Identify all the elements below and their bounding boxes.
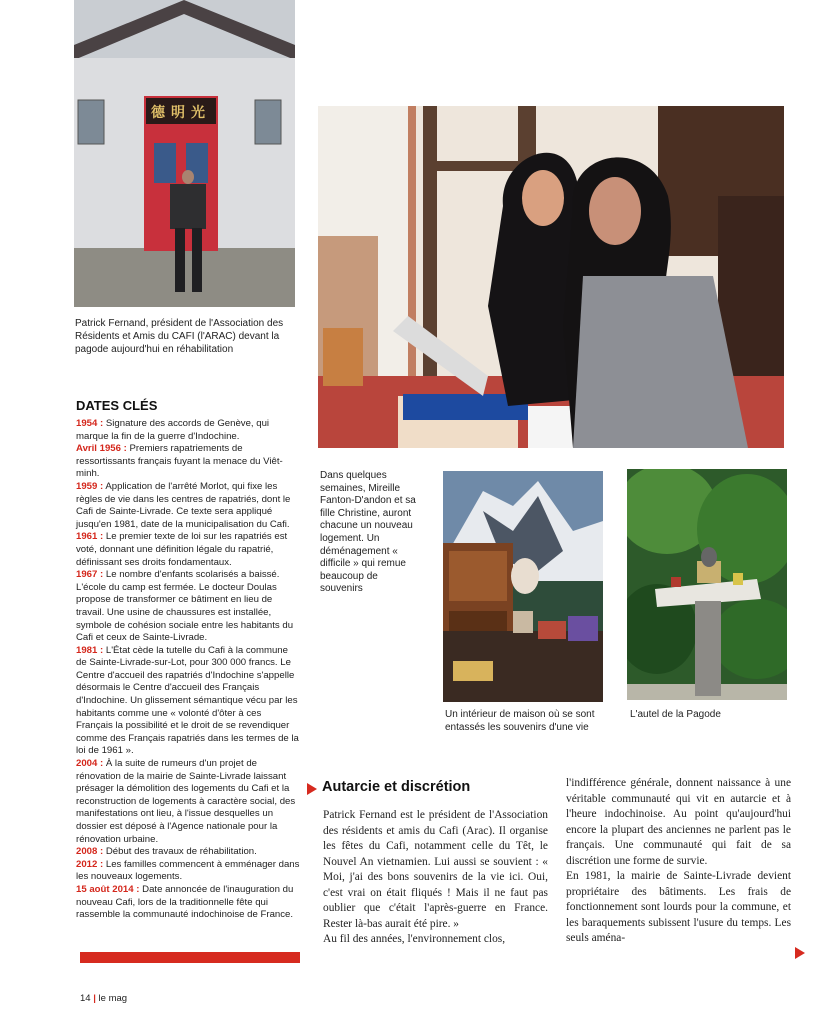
article-column-right — [566, 776, 791, 947]
section-arrow-icon — [307, 783, 317, 795]
date-year: 2008 : — [76, 846, 104, 858]
page-footer — [80, 993, 127, 1004]
date-year: 1959 : — [76, 480, 104, 492]
date-entry — [76, 846, 300, 859]
date-entry — [76, 481, 300, 531]
continue-arrow-icon — [795, 947, 805, 959]
article-paragraph: Au fil des années, l'environnement clos, — [323, 933, 506, 945]
footer-separator: | — [93, 993, 96, 1004]
article-paragraph: l'indifférence générale, donnent naissance à une véritable communauté qui vit en autarcie et à l'heure indochinoise. Au point qu'aujourd'hui encore la plupart des anciennes ne parlent pas le français. Une communauté qui fait de sa discrétion une forme de survie. — [566, 777, 791, 867]
date-year: 1967 : — [76, 569, 104, 581]
date-year: 2004 : — [76, 758, 104, 770]
date-text: Le premier texte de loi sur les rapatriés est voté, donnant une définition légale du rapatrié, définissant ses droits fondamentaux. — [76, 531, 288, 568]
article-paragraph: Patrick Fernand est le président de l'Association des résidents et amis du Cafi (Arac). Il organise les fêtes du Cafi, notamment celle du Têt, le Nouvel An vietnamien. Lui aussi se souvient : « Moi, j'ai des bons souvenirs de la vie ici. Oui, c'est vrai on était fliqués ! Mais il ne faut pas oublier que c'était l'après-guerre en France. Rester là-bas aurait été pire. » — [323, 809, 548, 930]
altar-caption: L'autel de la Pagode — [630, 709, 721, 720]
red-rule — [80, 952, 300, 963]
section-title: Autarcie et discrétion — [322, 779, 471, 795]
date-entry — [76, 645, 300, 758]
date-entry — [76, 531, 300, 569]
date-text: Signature des accords de Genève, qui marque la fin de la guerre d'Indochine. — [76, 418, 270, 442]
date-entry — [76, 758, 300, 846]
date-text: Début des travaux de réhabilitation. — [103, 846, 257, 858]
women-photo — [318, 106, 784, 448]
date-year: 2012 : — [76, 858, 104, 870]
date-text: Le nombre d'enfants scolarisés a baissé. L'école du camp est fermée. Le docteur Doulas propose de transformer ce bâtiment en lieu de travail. Une usine de chaussures est installée, symbole de cohésion sociale entre les habitants du Cafi et ceux de Sainte-Livrade. — [76, 569, 294, 644]
date-year: 1981 : — [76, 644, 104, 656]
pagoda-photo — [74, 0, 295, 307]
altar-photo — [627, 469, 787, 700]
date-text: À la suite de rumeurs d'un projet de rénovation de la mairie de Sainte-Livrade laissant présager la démolition des logements du Cafi et la reconstruction de logements à caractère social, des manifestations ont lieu, à l'issue desquelles un dossier est déposé à l'Agence nationale pour la rénovation urbaine. — [76, 758, 296, 845]
date-entry — [76, 859, 300, 884]
date-text: Premiers rapatriements de ressortissants français fuyant la menace du Viêt-minh. — [76, 443, 283, 480]
date-text: L'État cède la tutelle du Cafi à la commune de Sainte-Livrade-sur-Lot, pour 300 000 francs. Le Centre d'accueil des rapatriés d'Indochine s'appelle désormais le Centre d'accueil des Français d'Indochine. Un glissement sémantique vécu par les habitants comme une « volonté d'ôter à ces Français la possibilité et le droit de se revendiquer comme des Français rapatriés dans les termes de la loi de 1961 ». — [76, 644, 299, 757]
date-text: Les familles commencent à emménager dans les nouveaux logements. — [76, 858, 300, 883]
interior-photo — [443, 471, 603, 702]
article-paragraph: En 1981, la mairie de Sainte-Livrade devient propriétaire des bâtiments. Les frais de fonctionnement sont lourds pour la commune, et les baraquements subissent l'usure du temps. Les seuls aména- — [566, 870, 791, 944]
date-year: 1954 : — [76, 418, 104, 429]
date-text: Date annoncée de l'inauguration du nouveau Cafi, lors de la traditionnelle fête qui rassemble la communauté indochinoise de France. — [76, 883, 294, 921]
dates-title: DATES CLÉS — [76, 398, 158, 413]
magazine-name: le mag — [98, 993, 128, 1004]
interior-caption: Un intérieur de maison où se sont entassés les souvenirs d'une vie — [445, 709, 595, 733]
date-year: Avril 1956 : — [76, 443, 127, 455]
date-year: 1961 : — [76, 531, 104, 543]
date-entry — [76, 443, 300, 481]
women-caption: Dans quelques semaines, Mireille Fanton-D'andon et sa fille Christine, auront chacune un nouveau logement. Un déménagement « difficile » qui remue beaucoup de souvenirs — [320, 470, 416, 595]
article-column-left — [323, 808, 548, 948]
date-entry — [76, 569, 300, 645]
page-number: 14 — [80, 993, 91, 1004]
date-entry — [76, 884, 300, 922]
dates-list — [76, 418, 300, 922]
pagoda-caption: Patrick Fernand, président de l'Association des Résidents et Amis du CAFI (l'ARAC) devant la pagode aujourd'hui en réhabilitation — [75, 318, 284, 355]
date-text: Application de l'arrêté Morlot, qui fixe les règles de vie dans les centres de rapatriés, dont le Cafi de Sainte-Livrade. Ce texte sera appliqué jusqu'en 1981, date de la municipalisation du Cafi. — [76, 480, 291, 530]
date-year: 15 août 2014 : — [76, 883, 140, 895]
date-entry — [76, 418, 300, 443]
pagoda-sign: 德明光 — [151, 105, 211, 121]
